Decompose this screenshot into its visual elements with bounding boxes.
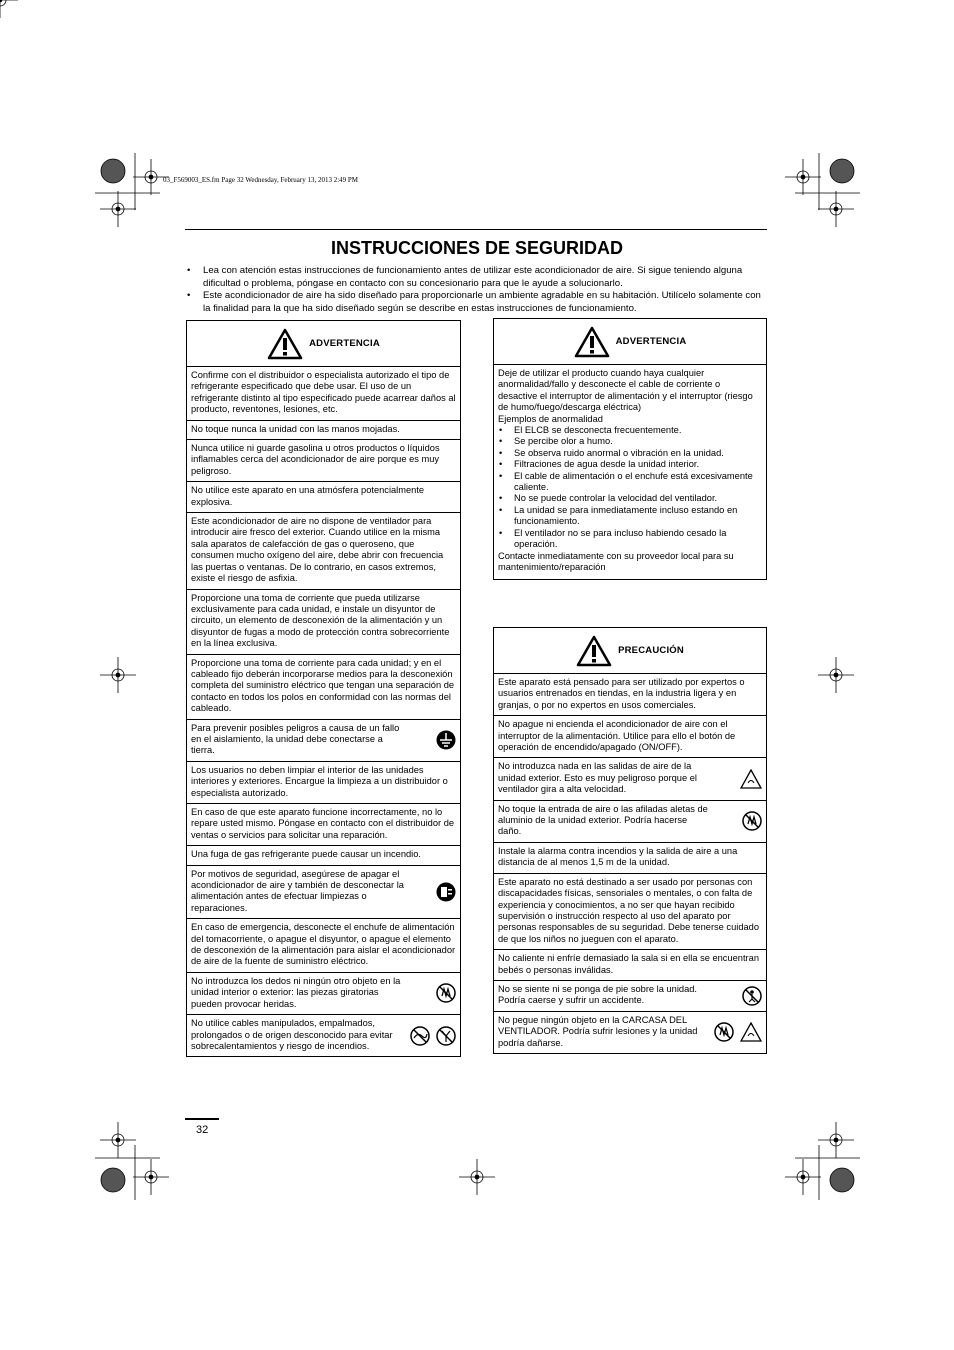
caution-item (494, 1012, 766, 1053)
caution-item-text: No se siente ni se ponga de pie sobre la unidad. Podría caerse y sufrir un accidente. (498, 983, 697, 1006)
warning-item: No toque nunca la unidad con las manos mojadas. (187, 421, 460, 440)
warning-item-text: Para prevenir posibles peligros a causa de un fallo en el aislamiento, la unidad debe conectarse a tierra. (191, 722, 400, 756)
abnormality-example: • Se percibe olor a humo. (498, 436, 762, 447)
warning-item-text: No introduzca los dedos ni ningún otro objeto en la unidad interior o exterior: las piezas giratorias pueden provocar heridas. (191, 975, 401, 1009)
intro-item: • Lea con atención estas instrucciones de funcionamiento antes de utilizar este acondicionador de aire. Si sigue teniendo alguna dificultad o problema, póngase en contacto con su concesionario para que le ayude a solucionarlo. (185, 265, 767, 290)
caution-item-text: No introduzca nada en las salidas de aire de la unidad exterior. Esto es muy peligroso porque el ventilador gira a alta velocidad. (498, 761, 697, 795)
abnormality-examples-label: Ejemplos de anormalidad (498, 413, 603, 424)
warning-item: No utilice este aparato en una atmósfera potencialmente explosiva. (187, 482, 460, 513)
unplug-icon (436, 882, 456, 902)
warning-item (187, 720, 460, 762)
warning-triangle-icon (267, 328, 303, 360)
abnormality-example: • El ELCB se desconecta frecuentemente. (498, 425, 762, 436)
no-modified-cable-icon (436, 1026, 456, 1046)
warning-label: ADVERTENCIA (309, 338, 380, 349)
abnormality-example: • Filtraciones de agua desde la unidad interior. (498, 459, 762, 470)
warning-item: Proporcione una toma de corriente para cada unidad; y en el cableado fijo deberán incorporarse medios para la desconexión completa del suministro eléctrico que tengan una separación de contacto en todos los polos en conformidad con las normas del cableado. (187, 655, 460, 720)
no-touch-icon (742, 811, 762, 831)
caution-item: Este aparato está pensado para ser utilizado por expertos o usuarios entrenados en tiendas, en la industria ligera y en granjas, o por no expertos en usos comerciales. (494, 674, 766, 716)
warning-box-left (186, 320, 461, 1057)
warning-item: Una fuga de gas refrigerante puede causar un incendio. (187, 846, 460, 865)
warning-header (187, 321, 460, 367)
caution-item: No apague ni encienda el acondicionador de aire con el interruptor de la alimentación. Utilice para ello el botón de operación de encendido/apagado (ON/OFF). (494, 716, 766, 758)
caution-label: PRECAUCIÓN (618, 645, 684, 656)
warning-item (187, 973, 460, 1015)
title-rule (185, 229, 767, 230)
page-number-rule (185, 1118, 219, 1120)
caution-item: Instale la alarma contra incendios y la salida de aire a una distancia de al menos 1,5 m de la unidad. (494, 843, 766, 874)
warning-item: Confirme con el distribuidor o especialista autorizado el tipo de refrigerante especificado que debe usar. El uso de un refrigerante distinto al tipo especificado puede acarrear daños al producto, reventones, lesiones, etc. (187, 367, 460, 421)
abnormality-example: • No se puede controlar la velocidad del ventilador. (498, 493, 762, 504)
page-title: INSTRUCCIONES DE SEGURIDAD (330, 238, 624, 258)
caution-box (493, 627, 767, 1054)
warning-item: En caso de que este aparato funcione incorrectamente, no lo repare usted mismo. Póngase en contacto con el distribuidor de ventas o servicios para solicitar una reparación. (187, 804, 460, 846)
warning-triangle-icon (574, 326, 610, 358)
caution-small-triangle-icon (740, 1022, 762, 1042)
caution-item-text: No toque la entrada de aire o las afiladas aletas de aluminio de la unidad exterior. Podría hacerse daño. (498, 803, 708, 837)
file-header: 03_F569003_ES.fm Page 32 Wednesday, February 13, 2013 2:49 PM (163, 176, 359, 184)
warning-item-text: No utilice cables manipulados, empalmados, prolongados o de origen desconocido para evitar sobrecalentamientos y riesgo de incendios. (191, 1018, 393, 1051)
abnormality-example: • La unidad se para inmediatamente incluso estando en funcionamiento. (498, 505, 762, 528)
warning-item: Proporcione una toma de corriente que pueda utilizarse exclusivamente para cada unidad, e instale un disyuntor de circuito, un elemento de desconexión de la alimentación y un disyuntor de fugas a modo de protección contra sobrecorriente en la línea exclusiva. (187, 590, 460, 655)
ground-icon (436, 730, 456, 750)
abnormality-example: • Se observa ruido anormal o vibración en la unidad. (498, 448, 762, 459)
caution-triangle-icon (576, 635, 612, 667)
warning-item: En caso de emergencia, desconecte el enchufe de alimentación del tomacorriente, o apague el disyuntor, o apague el elemento de desconexión de la alimentación para aislar el acondicionador de aire de la fuente de suministro eléctrico. (187, 919, 460, 973)
caution-small-triangle-icon (740, 769, 762, 789)
warning-header (494, 319, 766, 365)
intro (185, 265, 767, 315)
no-extension-cable-icon (410, 1026, 430, 1046)
warning-item (187, 1015, 460, 1056)
warning-label: ADVERTENCIA (615, 336, 687, 347)
warning-item (187, 866, 460, 920)
abnormality-example: • El cable de alimentación o el enchufe está excesivamente caliente. (498, 471, 762, 494)
warning-item: Este acondicionador de aire no dispone de ventilador para introducir aire fresco del exterior. Cuando utilice en la misma sala aparatos de calefacción de gas o queroseno, que consumen mucho oxígeno del aire, debe abrir con frecuencia las puertas o ventanas. De lo contrario, en casos extremos, existe el riesgo de asfixia. (187, 513, 460, 589)
abnormality-section (494, 365, 766, 579)
abnormality-example: • El ventilador no se para incluso habiendo cesado la operación. (498, 528, 762, 551)
caution-item: Este aparato no está destinado a ser usado por personas con discapacidades físicas, sensoriales o mentales, o con falta de experiencia y conocimientos, a no ser que hayan recibido supervisión o instrucción respecto al uso del aparato por personas responsables de su seguridad. Debe tenerse cuidado de que los niños no jueguen con el aparato. (494, 874, 766, 950)
page-number: 32 (196, 1124, 209, 1136)
no-fingers-icon (436, 983, 456, 1003)
warning-item: Nunca utilice ni guarde gasolina u otros productos o líquidos inflamables cerca del acondicionador de aire porque es muy peligroso. (187, 440, 460, 482)
warning-item-text: Por motivos de seguridad, asegúrese de apagar el acondicionador de aire y también de desconectar la alimentación antes de efectuar limpiezas o reparaciones. (191, 868, 404, 913)
warning-box-right (493, 318, 767, 580)
caution-item-text: No pegue ningún objeto en la CARCASA DEL VENTILADOR. Podría sufrir lesiones y la unidad podría dañarse. (498, 1014, 698, 1048)
intro-item: • Este acondicionador de aire ha sido diseñado para proporcionarle un ambiente agradable en su habitación. Utilícelo solamente con la finalidad para la que ha sido diseñado según se describe en estas instrucciones de funcionamiento. (185, 290, 767, 315)
abnormality-outro: Contacte inmediatamente con su proveedor local para su mantenimiento/reparación (498, 550, 734, 572)
warning-item: Los usuarios no deben limpiar el interior de las unidades interiores y exteriores. Encargue la limpieza a un distribuidor o especialista autorizado. (187, 762, 460, 804)
caution-header (494, 628, 766, 674)
abnormality-intro: Deje de utilizar el producto cuando haya cualquier anormalidad/fallo y desconecte el cable de corriente o desactive el interruptor de alimentación y el interruptor (riesgo de humo/fuego/descarga eléctrica) (498, 368, 753, 413)
no-climb-icon (742, 986, 762, 1006)
caution-item: No caliente ni enfríe demasiado la sala si en ella se encuentran bebés o personas inválidas. (494, 950, 766, 981)
no-touch-fan-icon (714, 1022, 734, 1042)
caution-item (494, 758, 766, 800)
caution-item (494, 801, 766, 843)
caution-item (494, 981, 766, 1012)
